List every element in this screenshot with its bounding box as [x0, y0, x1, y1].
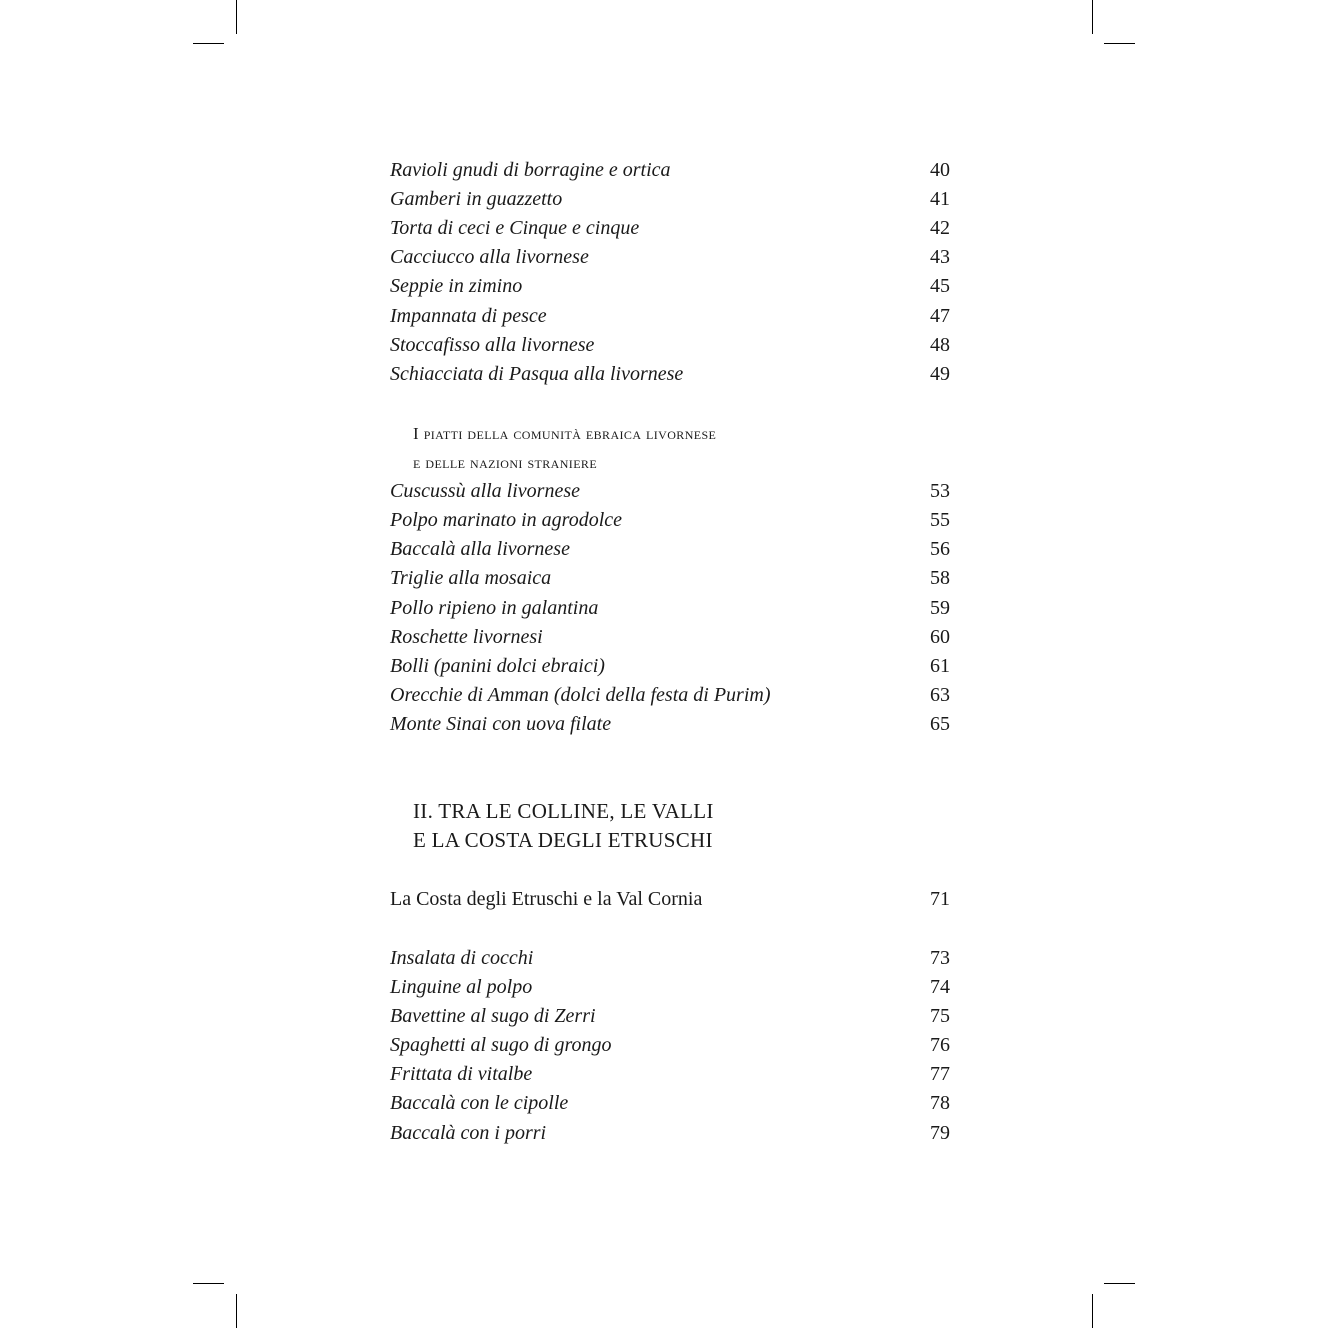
- toc-entry-title: Stoccafisso alla livornese: [390, 334, 595, 356]
- toc-entry-page: 74: [930, 976, 950, 998]
- toc-entry-title: Insalata di cocchi: [390, 947, 534, 969]
- toc-entry-page: 56: [930, 538, 950, 560]
- toc-entry-page: 73: [930, 947, 950, 969]
- toc-entry-page: 55: [930, 509, 950, 531]
- toc-entry: [390, 477, 950, 506]
- toc-entry-title: Monte Sinai con uova filate: [390, 713, 612, 735]
- toc-entry: [390, 214, 950, 243]
- toc-entry-page: 47: [930, 305, 950, 327]
- toc-entry-title: Ravioli gnudi di borragine e ortica: [390, 159, 671, 181]
- toc-entry-page: 75: [930, 1005, 950, 1027]
- toc-entry-title: Triglie alla mosaica: [390, 567, 552, 589]
- toc-entry: [390, 681, 950, 710]
- crop-mark-bottom-right-horizontal: [1104, 1283, 1135, 1284]
- toc-entry-page: 53: [930, 480, 950, 502]
- toc-entry: [390, 1089, 950, 1118]
- toc-entry-page: 78: [930, 1092, 950, 1114]
- toc-entry-page: 40: [930, 159, 950, 181]
- crop-mark-bottom-left-horizontal: [193, 1283, 224, 1284]
- toc-entry: [390, 594, 950, 623]
- toc-entry-title: Baccalà con le cipolle: [390, 1092, 569, 1114]
- toc-entry-title: Impannata di pesce: [390, 305, 547, 327]
- toc-entry-title: Orecchie di Amman (dolci della festa di Purim): [390, 684, 771, 706]
- section-heading-line: e delle nazioni straniere: [413, 453, 598, 472]
- toc-entry-title: Seppie in zimino: [390, 275, 523, 297]
- toc-entry: [390, 185, 950, 214]
- toc-entry-page: 63: [930, 684, 950, 706]
- toc-entry-page: 65: [930, 713, 950, 735]
- toc-entry-page: 45: [930, 275, 950, 297]
- toc-entry: [390, 1031, 950, 1060]
- toc-entry-page: 49: [930, 363, 950, 385]
- toc-entry-title: Bavettine al sugo di Zerri: [390, 1005, 596, 1027]
- toc-entry: [390, 1119, 950, 1148]
- toc-entry-title: Gamberi in guazzetto: [390, 188, 563, 210]
- toc-entry: [390, 1060, 950, 1089]
- toc-entry: [390, 360, 950, 389]
- toc-entry-title: Baccalà alla livornese: [390, 538, 570, 560]
- toc-entry: [390, 302, 950, 331]
- toc-entry-page: 76: [930, 1034, 950, 1056]
- toc-entry-intro: [390, 885, 950, 914]
- chapter-heading-line: II. TRA LE COLLINE, LE VALLI: [413, 799, 714, 823]
- toc-entry-page: 59: [930, 597, 950, 619]
- toc-entry-title: Polpo marinato in agrodolce: [390, 509, 623, 531]
- toc-entry: [390, 623, 950, 652]
- toc-entry-title: Bolli (panini dolci ebraici): [390, 655, 605, 677]
- toc-entry-title: Frittata di vitalbe: [390, 1063, 533, 1085]
- toc-entry-page: 61: [930, 655, 950, 677]
- chapter-heading-line: E LA COSTA DEGLI ETRUSCHI: [413, 828, 713, 852]
- toc-entry-title: Spaghetti al sugo di grongo: [390, 1034, 612, 1056]
- toc-entry-title: Cacciucco alla livornese: [390, 246, 589, 268]
- toc-entry-page: 60: [930, 626, 950, 648]
- toc-entry-page: 41: [930, 188, 950, 210]
- toc-entry-title: Roschette livornesi: [390, 626, 543, 648]
- toc-entry-page: 77: [930, 1063, 950, 1085]
- toc-entry: [390, 973, 950, 1002]
- crop-mark-bottom-right-vertical: [1092, 1294, 1093, 1328]
- toc-entry-title: Pollo ripieno in galantina: [390, 597, 599, 619]
- toc-entry-page: 71: [930, 888, 950, 910]
- toc-entry: [390, 652, 950, 681]
- crop-mark-top-right-horizontal: [1104, 43, 1135, 44]
- crop-mark-top-left-vertical: [236, 0, 237, 34]
- toc-entry: [390, 944, 950, 973]
- toc-entry-title: La Costa degli Etruschi e la Val Cornia: [390, 888, 703, 910]
- section-heading-line: I piatti della comunità ebraica livornese: [413, 424, 717, 443]
- toc-entry: [390, 710, 950, 739]
- toc-entry-page: 58: [930, 567, 950, 589]
- crop-mark-top-left-horizontal: [193, 43, 224, 44]
- toc-entry-page: 48: [930, 334, 950, 356]
- toc-entry: [390, 243, 950, 272]
- toc-entry: [390, 272, 950, 301]
- toc-entry-page: 42: [930, 217, 950, 239]
- toc-entry-title: Linguine al polpo: [390, 976, 533, 998]
- toc-entry-title: Cuscussù alla livornese: [390, 480, 580, 502]
- toc-entry: [390, 1002, 950, 1031]
- toc-entry-title: Baccalà con i porri: [390, 1122, 547, 1144]
- toc-entry: [390, 156, 950, 185]
- toc-entry-page: 43: [930, 246, 950, 268]
- toc-entry-title: Schiacciata di Pasqua alla livornese: [390, 363, 684, 385]
- crop-mark-top-right-vertical: [1092, 0, 1093, 34]
- toc-entry: [390, 506, 950, 535]
- toc-entry: [390, 331, 950, 360]
- toc-entry: [390, 564, 950, 593]
- toc-entry: [390, 535, 950, 564]
- toc-entry-page: 79: [930, 1122, 950, 1144]
- crop-mark-bottom-left-vertical: [236, 1294, 237, 1328]
- toc-entry-title: Torta di ceci e Cinque e cinque: [390, 217, 640, 239]
